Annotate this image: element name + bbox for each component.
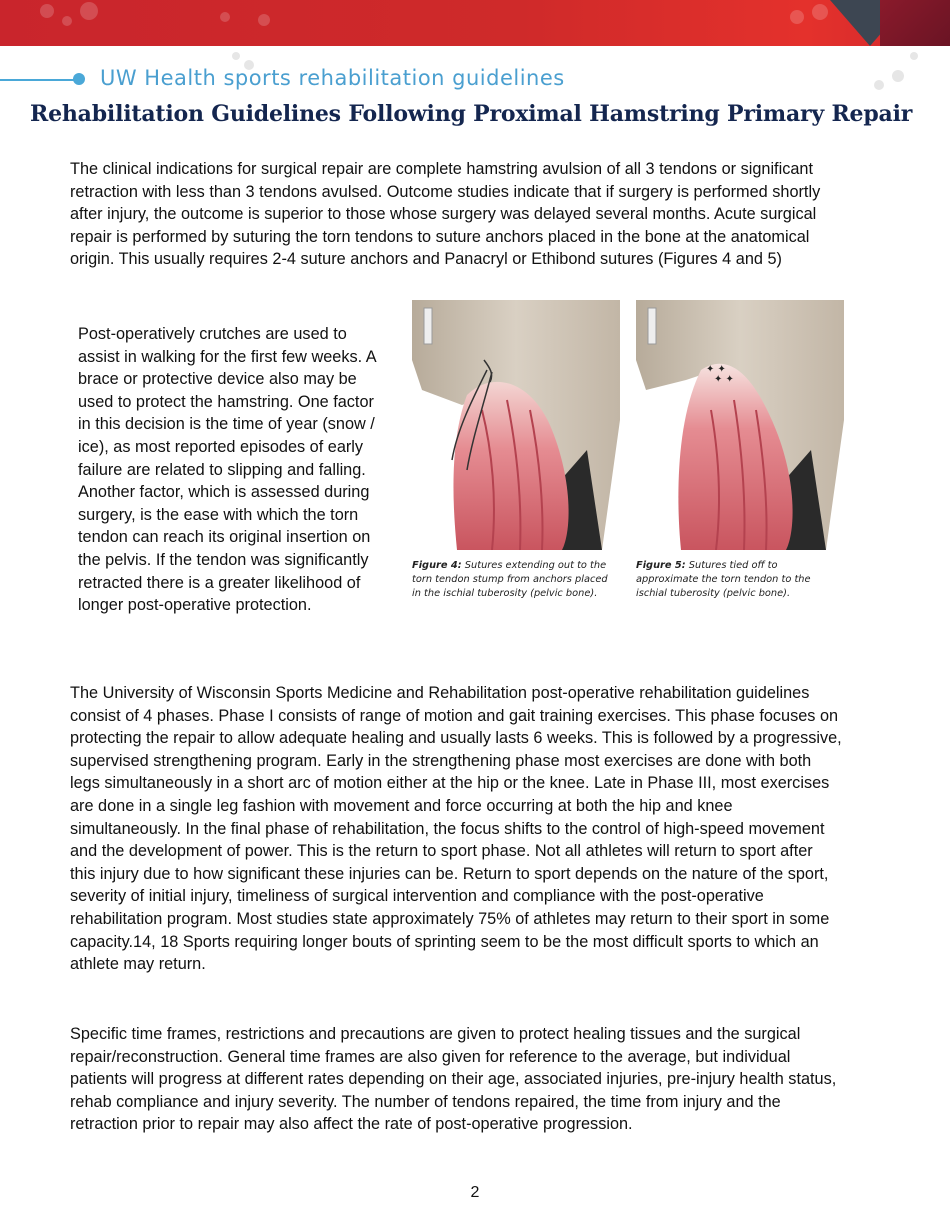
decorative-dot <box>232 52 240 60</box>
decorative-dot <box>910 52 918 60</box>
header-rule <box>0 79 80 81</box>
paragraph-time-frames: Specific time frames, restrictions and precautions are given to protect healing tissues and the surgical repair/reconstruction. General time frames are also given for reference to the average, but individual patients will progress at different rates depending on their age, associated injuries, pre-injury health status, rehab compliance and injury severity. The number of tendons repaired, the time from injury and the retraction prior to repair may also affect the rate of post-operative progression. <box>70 1025 837 1134</box>
paragraph-postop-protection: Post-operatively crutches are used to assist in walking for the first few weeks. A brace or protective device also may be used to protect the hamstring. One factor in this decision is the time of year (snow / ice), as most reported episodes of early failure are related to slipping and falling. Another factor, which is assessed during surgery, is the ease with which the torn tendon can reach its original insertion on the pelvis. If the tendon was significantly retracted there is a greater likelihood of longer post-operative protection. <box>78 325 376 615</box>
figure-4-caption <box>412 559 612 601</box>
figure-4 <box>412 300 624 601</box>
figure-5-caption <box>636 559 836 601</box>
header-banner <box>0 0 950 46</box>
header-bullet-icon <box>73 73 85 85</box>
page-title: Rehabilitation Guidelines Following Proximal Hamstring Primary Repair <box>30 101 913 127</box>
figure-5 <box>636 300 848 601</box>
svg-text:✦ ✦: ✦ ✦ <box>714 374 734 385</box>
decorative-dot <box>874 80 884 90</box>
figure-4-label: Figure 4: <box>412 560 462 571</box>
document-subtitle: UW Health sports rehabilitation guidelines <box>100 66 565 90</box>
paragraph-rehab-phases: The University of Wisconsin Sports Medicine and Rehabilitation post-operative rehabilitation guidelines consist of 4 phases. Phase I consists of range of motion and gait training exercises. This phase focuses on protecting the repair to allow adequate healing and usually lasts 6 weeks. This is followed by a progressive, supervised strengthening program. Early in the strengthening phase most exercises are done with both legs simultaneously in a short arc of motion either at the hip or the knee. Late in Phase III, most exercises are done in a single leg fashion with movement and force occurring at both the hip and knee simultaneously. In the final phase of rehabilitation, the focus shifts to the control of high-speed movement and the development of power. This is the return to sport phase. Not all athletes will return to sport after this injury due to how significant these injuries can be. Return to sport depends on the nature of the sport, severity of initial injury, timeliness of surgical intervention and compliance with the post-operative rehabilitation program. Most studies state approximately 75% of athletes may return to their sport in some capacity.14, 18 Sports requiring longer bouts of sprinting seem to be the most difficult sports to which an athlete may return. <box>70 684 842 974</box>
figure-5-caption-text: Sutures tied off to approximate the torn tendon to the ischial tuberosity (pelvic bone). <box>636 560 811 599</box>
hamstring-sutures-illustration <box>412 300 620 550</box>
decorative-dot <box>892 70 904 82</box>
page-number: 2 <box>470 1184 480 1201</box>
svg-text:✦ ✦: ✦ ✦ <box>706 364 726 375</box>
paragraph-indications: The clinical indications for surgical repair are complete hamstring avulsion of all 3 tendons or significant retraction with less than 3 tendons avulsed. Outcome studies indicate that if surgery is performed shortly after injury, the outcome is superior to those whose surgery was delayed several months. Acute surgical repair is performed by suturing the torn tendons to suture anchors placed in the bone at the anatomical origin. This usually requires 2-4 suture anchors and Panacryl or Ethibond sutures (Figures 4 and 5) <box>70 160 821 269</box>
figure-5-label: Figure 5: <box>636 560 686 571</box>
figure-4-caption-text: Sutures extending out to the torn tendon stump from anchors placed in the ischial tuberosity (pelvic bone). <box>412 560 608 599</box>
hamstring-repair-illustration <box>636 300 844 550</box>
